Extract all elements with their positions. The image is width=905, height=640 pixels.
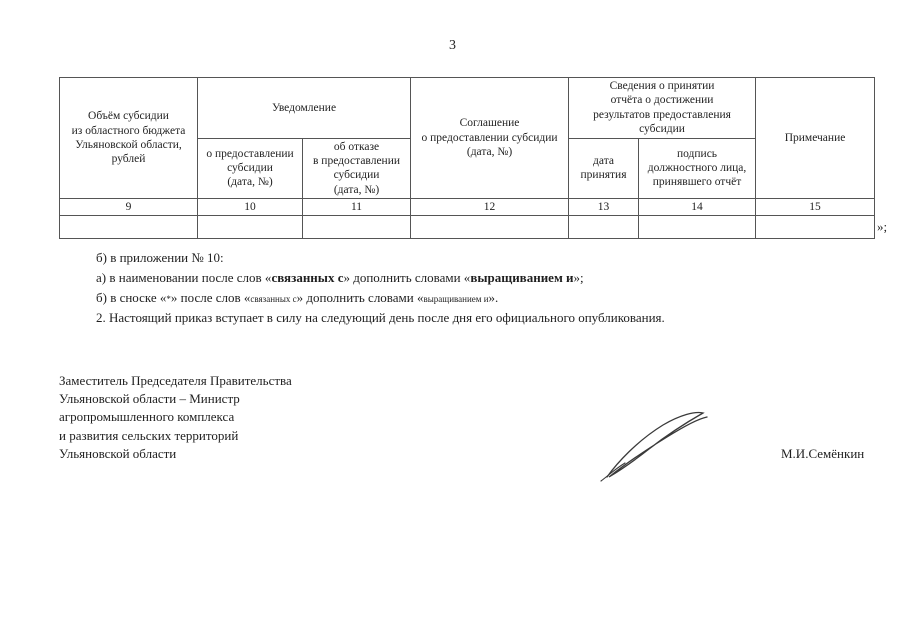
signatory-title: Заместитель Председателя Правительства Ульяновской области – Министр агропромышленного комплекса и развития сельских территорий Ульяновской области xyxy=(59,373,292,461)
table-cell xyxy=(60,216,198,239)
table-cell xyxy=(639,216,756,239)
header-report-signature: подпись должностного лица, принявшего отчёт xyxy=(639,138,756,199)
table-cell xyxy=(411,216,569,239)
table-cell xyxy=(198,216,303,239)
table-cell xyxy=(303,216,411,239)
column-number: 11 xyxy=(303,199,411,216)
signatory-name: М.И.Семёнкин xyxy=(781,446,865,461)
paragraph-entry-into-force: 2. Настоящий приказ вступает в силу на следующий день после дня его официального опубликования. xyxy=(96,310,665,325)
table-cell xyxy=(756,216,875,239)
header-report: Сведения о принятии отчёта о достижении результатов предоставления субсидии xyxy=(569,78,756,139)
column-number: 13 xyxy=(569,199,639,216)
header-report-date: дата принятия xyxy=(569,138,639,199)
column-number: 15 xyxy=(756,199,875,216)
header-notice: Уведомление xyxy=(198,78,411,139)
table-cell xyxy=(569,216,639,239)
header-agreement: Соглашение о предоставлении субсидии (дата, №) xyxy=(411,78,569,199)
header-notice-refusal: об отказе в предоставлении субсидии (дата, №) xyxy=(303,138,411,199)
header-note: Примечание xyxy=(756,78,875,199)
paragraph-appendix-10: б) в приложении № 10: xyxy=(96,250,224,265)
column-number-row xyxy=(60,199,875,216)
table-row xyxy=(60,216,875,239)
header-notice-grant: о предоставлении субсидии (дата, №) xyxy=(198,138,303,199)
paragraph-footnote-amendment: б) в сноске «*» после слов «связанных с» дополнить словами «выращиванием и». xyxy=(96,290,499,305)
column-number: 9 xyxy=(60,199,198,216)
paragraph-title-amendment: а) в наименовании после слов «связанных с» дополнить словами «выращиванием и»; xyxy=(96,270,584,285)
page-number: 3 xyxy=(449,38,456,53)
column-number: 12 xyxy=(411,199,569,216)
table-closing-quote: »; xyxy=(877,219,888,234)
column-number: 14 xyxy=(639,199,756,216)
header-subsidy-volume: Объём субсидии из областного бюджета Ульяновской области, рублей xyxy=(60,78,198,199)
handwritten-signature xyxy=(585,405,715,485)
column-number: 10 xyxy=(198,199,303,216)
subsidy-table xyxy=(59,77,875,239)
